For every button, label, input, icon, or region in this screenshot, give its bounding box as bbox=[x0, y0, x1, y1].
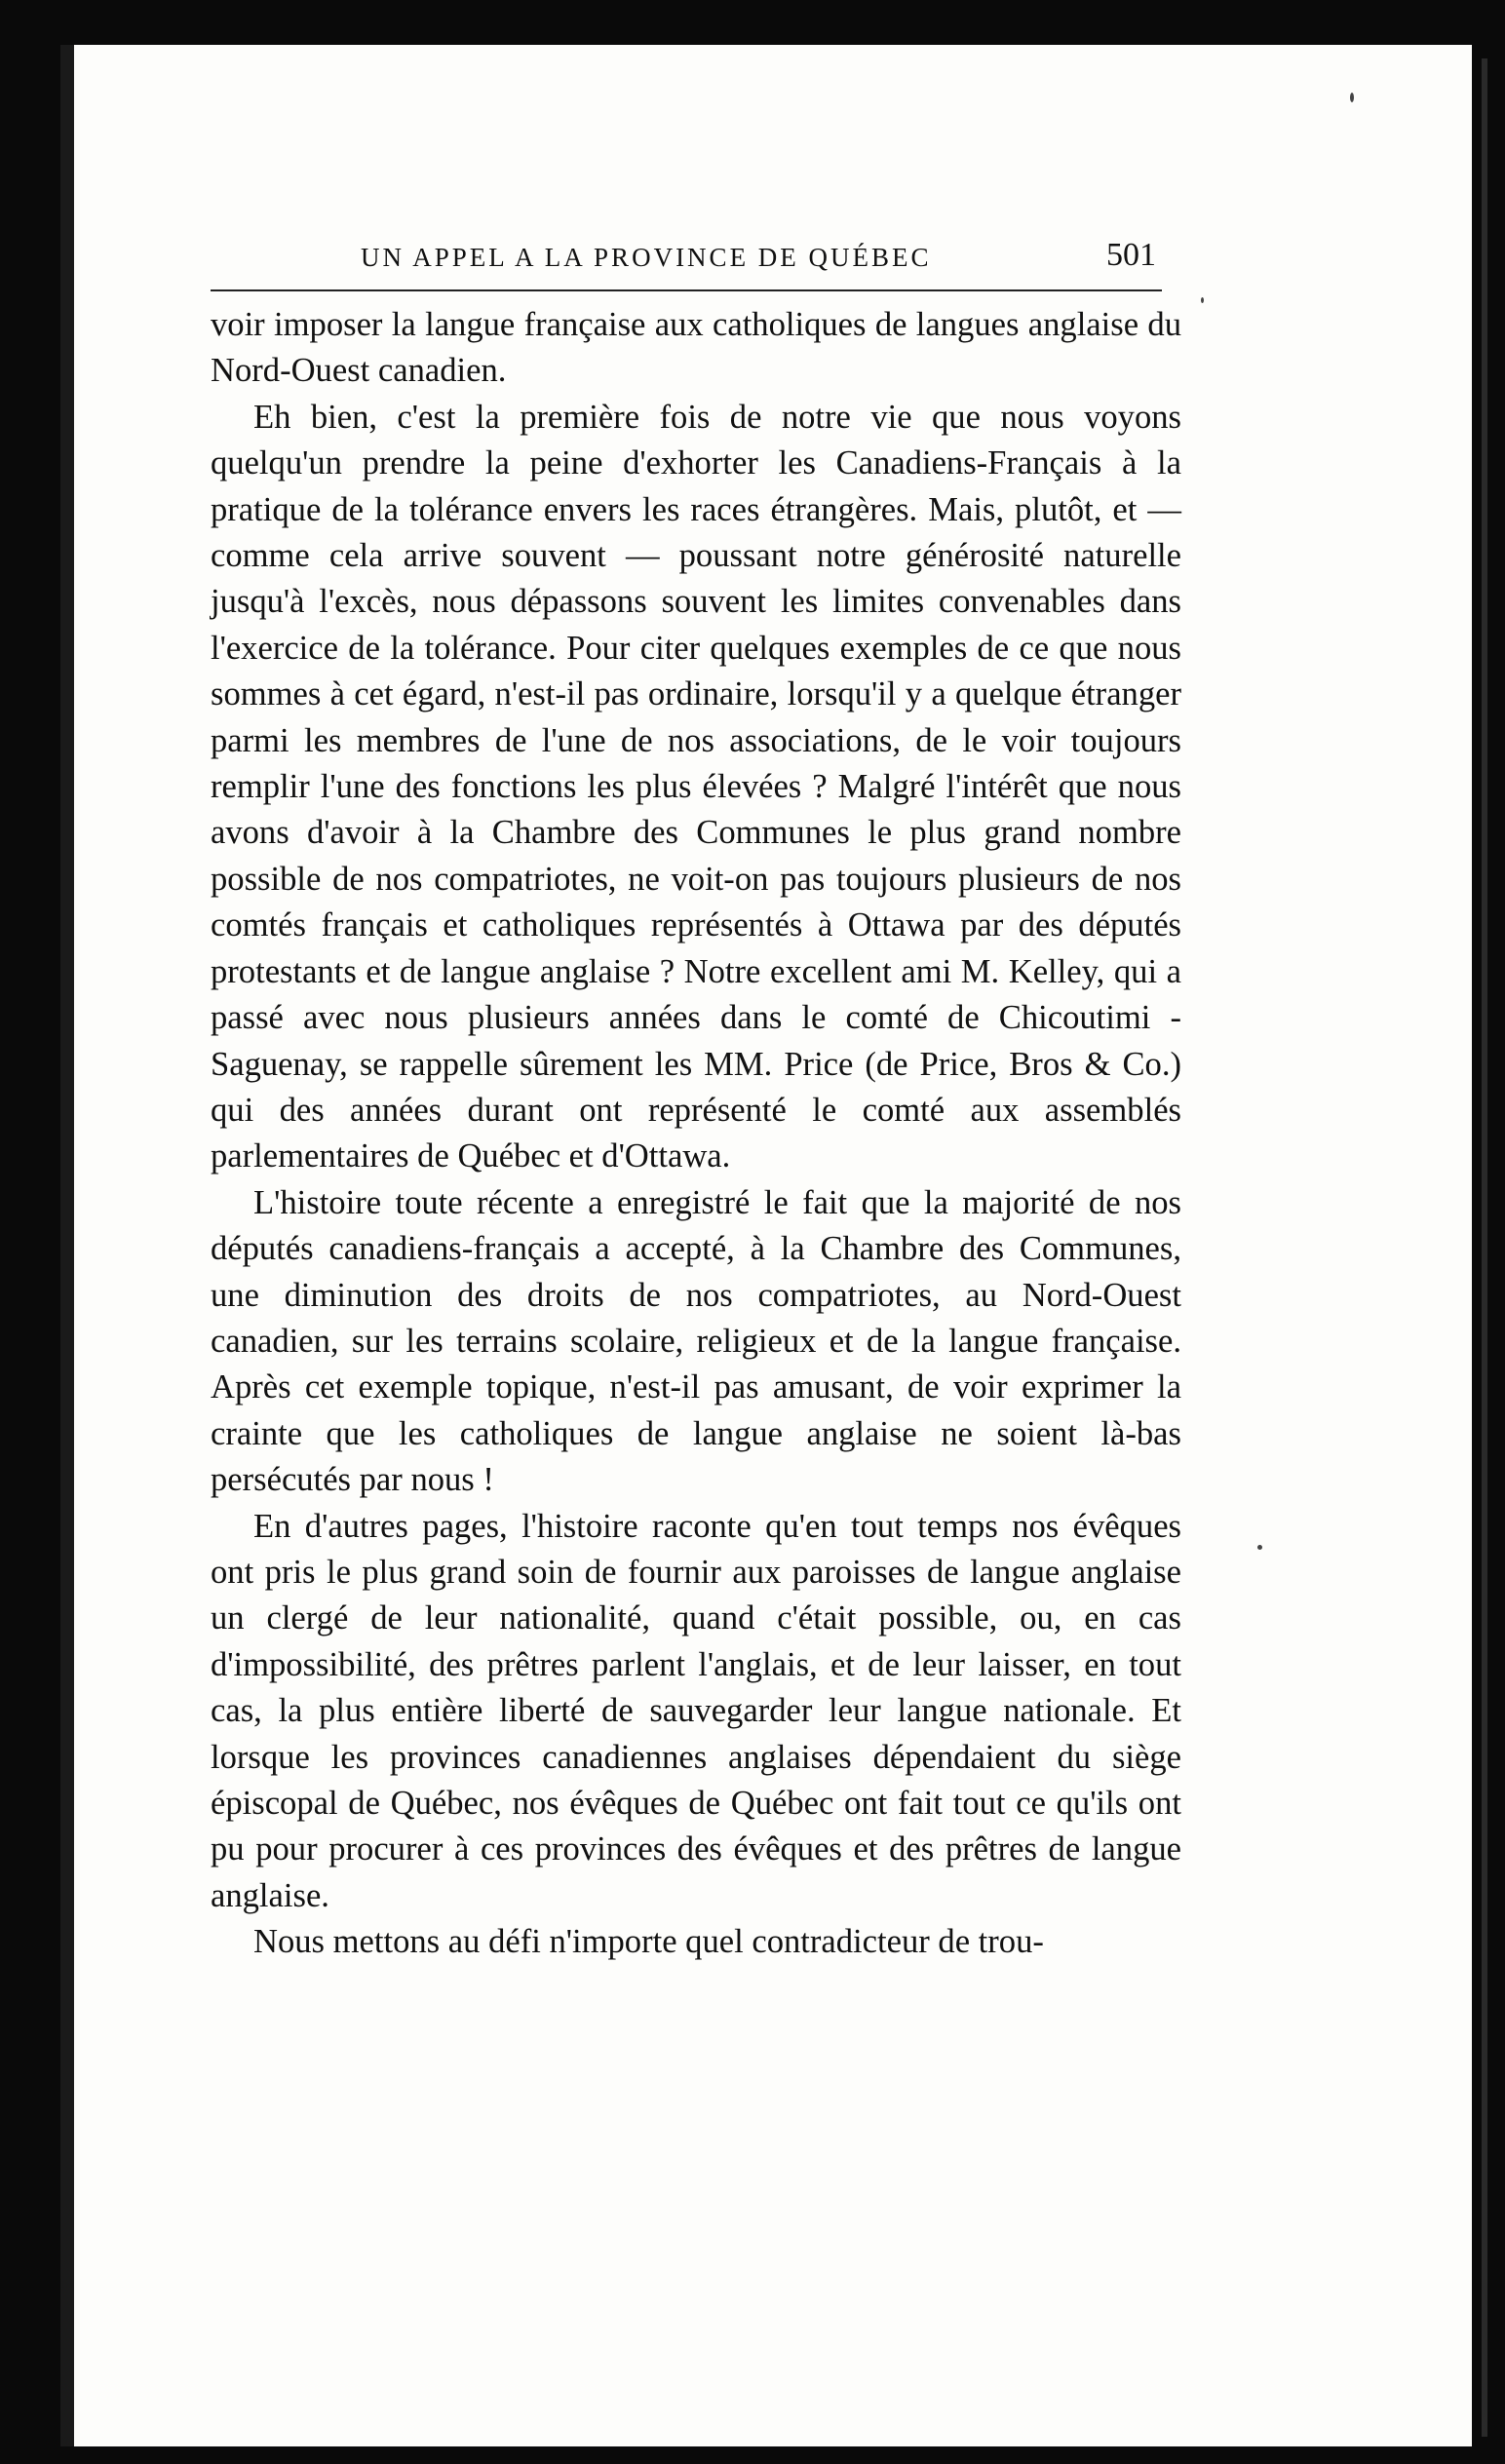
header-rule bbox=[211, 289, 1162, 291]
page-header bbox=[283, 239, 1156, 288]
running-head: UN APPEL A LA PROVINCE DE QUÉBEC bbox=[361, 243, 932, 272]
paragraph-3: L'histoire toute récente a enregistré le fait que la majorité de nos députés canadiens-français a accepté, à la Chambre des Communes, une diminution des droits de nos compatriotes, au Nord-Ouest canadien, sur les terrains scolaire, religieux et de la langue française. Après cet exemple topique, n'est-il pas amusant, de voir exprimer la crainte que les catholiques de langue anglaise ne soient là-bas persécutés par nous ! bbox=[211, 1183, 1181, 1499]
paragraph-2: Eh bien, c'est la première fois de notre vie que nous voyons quelqu'un prendre la peine d'exhorter les Canadiens-Français à la pratique de la tolérance envers les races étrangères. Mais, plutôt, et — comme cela arrive souvent — poussant notre générosité naturelle jusqu'à l'excès, nous dépassons souvent les limites convenables dans l'exercice de la tolérance. Pour citer quelques exemples de ce que nous sommes à cet égard, n'est-il pas ordinaire, lorsqu'il y a quelque étranger parmi les membres de l'une de nos associations, de le voir toujours remplir l'une des fonctions les plus élevées ? Malgré l'intérêt que nous avons d'avoir à la Chambre des Communes le plus grand nombre possible de nos compatriotes, ne voit-on pas toujours plusieurs de nos comtés français et catholiques représentés à Ottawa par des députés protestants et de langue anglaise ? Notre excellent ami M. Kelley, qui a passé avec nous plusieurs années dans le comté de Chicoutimi - Saguenay, se rappelle sûrement les MM. Price (de Price, Bros & Co.) qui des années durant ont représenté le comté aux assemblés parlementaires de Québec et d'Ottawa. bbox=[211, 398, 1181, 1175]
scan-speck bbox=[1350, 93, 1354, 102]
page-edge-shadow bbox=[1482, 58, 1487, 2437]
scan-speck bbox=[1257, 1545, 1262, 1550]
paragraph-4: En d'autres pages, l'histoire raconte qu'en tout temps nos évêques ont pris le plus grand soin de fournir aux paroisses de langue anglaise un clergé de leur nationalité, quand c'était possible, ou, en cas d'impossibilité, des prêtres parlent l'anglais, et de leur laisser, en tout cas, la plus entière liberté de sauvegarder leur langue nationale. Et lorsque les provinces canadiennes anglaises dépendaient du siège épiscopal de Québec, nos évêques de Québec ont fait tout ce qu'ils ont pu pour procurer à ces provinces des évêques et des prêtres de langue anglaise. bbox=[211, 1507, 1181, 1914]
paragraph-5: Nous mettons au défi n'importe quel contradicteur de trou- bbox=[253, 1923, 1044, 1961]
page-number: 501 bbox=[1106, 237, 1156, 273]
scan-speck bbox=[1201, 297, 1204, 303]
paragraph-1: voir imposer la langue française aux catholiques de langues anglaise du Nord-Ouest canadien. bbox=[211, 306, 1181, 390]
body-text bbox=[211, 302, 1181, 1966]
